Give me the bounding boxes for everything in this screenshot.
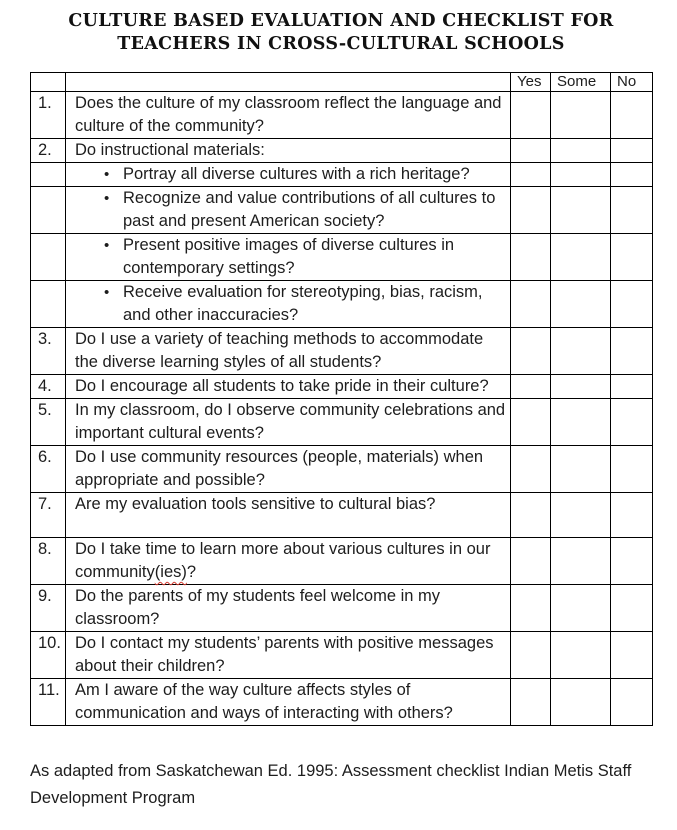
answer-cell-yes[interactable] xyxy=(511,328,551,375)
question-label: Do I encourage all students to take pride in their culture? xyxy=(75,377,489,395)
answer-cell-some[interactable] xyxy=(551,375,611,399)
item-number: 10. xyxy=(31,632,66,679)
answer-cell-no[interactable] xyxy=(611,234,653,281)
answer-cell-some[interactable] xyxy=(551,679,611,726)
answer-cell-no[interactable] xyxy=(611,375,653,399)
checklist-subitem-row xyxy=(31,187,653,234)
item-number: 6. xyxy=(31,446,66,493)
checklist-item-row xyxy=(31,328,653,375)
question-text xyxy=(66,187,511,234)
answer-cell-yes[interactable] xyxy=(511,632,551,679)
question-text xyxy=(66,328,511,375)
answer-cell-yes[interactable] xyxy=(511,585,551,632)
item-number: 7. xyxy=(31,493,66,538)
question-text xyxy=(66,375,511,399)
answer-cell-yes[interactable] xyxy=(511,446,551,493)
item-number: 9. xyxy=(31,585,66,632)
item-number xyxy=(31,187,66,234)
question-label: Am I aware of the way culture affects styles of communication and ways of interacting with others? xyxy=(75,681,453,722)
answer-cell-some[interactable] xyxy=(551,632,611,679)
question-text xyxy=(66,585,511,632)
answer-cell-no[interactable] xyxy=(611,493,653,538)
item-number: 4. xyxy=(31,375,66,399)
answer-cell-some[interactable] xyxy=(551,538,611,585)
checklist-item-row xyxy=(31,375,653,399)
question-label: Present positive images of diverse cultures in contemporary settings? xyxy=(123,236,455,277)
header-yes: Yes xyxy=(511,73,551,92)
question-text xyxy=(66,92,511,139)
question-text xyxy=(66,281,511,328)
checklist-item-row xyxy=(31,585,653,632)
answer-cell-no[interactable] xyxy=(611,187,653,234)
checklist-item-row xyxy=(31,399,653,446)
page-title xyxy=(30,10,652,56)
checklist-table xyxy=(30,72,653,726)
header-no: No xyxy=(611,73,653,92)
checklist-subitem-row xyxy=(31,281,653,328)
item-number xyxy=(31,163,66,187)
answer-cell-yes[interactable] xyxy=(511,493,551,538)
answer-cell-yes[interactable] xyxy=(511,375,551,399)
header-some: Some xyxy=(551,73,611,92)
item-number: 3. xyxy=(31,328,66,375)
question-text xyxy=(66,632,511,679)
answer-cell-some[interactable] xyxy=(551,163,611,187)
answer-cell-no[interactable] xyxy=(611,163,653,187)
question-text xyxy=(66,139,511,163)
answer-cell-no[interactable] xyxy=(611,328,653,375)
question-label: Do I use a variety of teaching methods to accommodate the diverse learning styles of all students? xyxy=(75,330,484,371)
question-text xyxy=(66,493,511,538)
bullet-icon: • xyxy=(104,166,110,183)
answer-cell-yes[interactable] xyxy=(511,281,551,328)
checklist-item-row xyxy=(31,679,653,726)
answer-cell-some[interactable] xyxy=(551,585,611,632)
answer-cell-some[interactable] xyxy=(551,139,611,163)
item-number xyxy=(31,281,66,328)
question-label: Receive evaluation for stereotyping, bias, racism, and other inaccuracies? xyxy=(123,283,483,324)
question-text xyxy=(66,234,511,281)
question-label: Do the parents of my students feel welcome in my classroom? xyxy=(75,587,440,628)
answer-cell-some[interactable] xyxy=(551,234,611,281)
bullet-icon: • xyxy=(104,190,110,207)
question-text xyxy=(66,538,511,585)
question-text xyxy=(66,163,511,187)
answer-cell-some[interactable] xyxy=(551,399,611,446)
question-label: Do instructional materials: xyxy=(75,141,265,159)
answer-cell-no[interactable] xyxy=(611,92,653,139)
spellcheck-underline: (ies) xyxy=(154,563,187,581)
answer-cell-yes[interactable] xyxy=(511,679,551,726)
question-label: Do I use community resources (people, materials) when appropriate and possible? xyxy=(75,448,484,489)
item-number: 8. xyxy=(31,538,66,585)
item-number xyxy=(31,234,66,281)
answer-cell-yes[interactable] xyxy=(511,139,551,163)
question-label: In my classroom, do I observe community celebrations and important cultural events? xyxy=(75,401,506,442)
checklist-item-row xyxy=(31,92,653,139)
answer-cell-no[interactable] xyxy=(611,446,653,493)
checklist-item-row xyxy=(31,139,653,163)
answer-cell-no[interactable] xyxy=(611,632,653,679)
question-label: Do I contact my students’ parents with positive messages about their children? xyxy=(75,634,494,675)
answer-cell-no[interactable] xyxy=(611,139,653,163)
question-label: Do I take time to learn more about various cultures in our community(ies)? xyxy=(75,540,491,581)
answer-cell-some[interactable] xyxy=(551,446,611,493)
answer-cell-no[interactable] xyxy=(611,281,653,328)
answer-cell-some[interactable] xyxy=(551,92,611,139)
question-text xyxy=(66,679,511,726)
answer-cell-yes[interactable] xyxy=(511,92,551,139)
answer-cell-no[interactable] xyxy=(611,585,653,632)
answer-cell-yes[interactable] xyxy=(511,187,551,234)
page-title-line1: CULTURE BASED EVALUATION AND CHECKLIST FOR xyxy=(68,11,614,31)
answer-cell-yes[interactable] xyxy=(511,399,551,446)
answer-cell-some[interactable] xyxy=(551,328,611,375)
header-number-cell xyxy=(31,73,66,92)
item-number: 5. xyxy=(31,399,66,446)
checklist-subitem-row xyxy=(31,163,653,187)
question-label: Does the culture of my classroom reflect the language and culture of the community? xyxy=(75,94,502,135)
answer-cell-no[interactable] xyxy=(611,399,653,446)
answer-cell-some[interactable] xyxy=(551,187,611,234)
question-label: Are my evaluation tools sensitive to cultural bias? xyxy=(75,495,436,513)
question-text xyxy=(66,446,511,493)
checklist-item-row xyxy=(31,493,653,538)
item-number: 1. xyxy=(31,92,66,139)
source-note: As adapted from Saskatchewan Ed. 1995: Assessment checklist Indian Metis Staff Development Program xyxy=(30,762,632,807)
question-label: Portray all diverse cultures with a rich heritage? xyxy=(123,165,470,183)
checklist-item-row xyxy=(31,446,653,493)
answer-cell-no[interactable] xyxy=(611,538,653,585)
header-row xyxy=(31,73,653,92)
page-title-line2: TEACHERS IN CROSS-CULTURAL SCHOOLS xyxy=(117,34,565,54)
bullet-icon: • xyxy=(104,237,110,254)
checklist-rows xyxy=(31,92,653,726)
checklist-item-row xyxy=(31,632,653,679)
answer-cell-yes[interactable] xyxy=(511,538,551,585)
header-question-cell xyxy=(66,73,511,92)
answer-cell-yes[interactable] xyxy=(511,163,551,187)
question-text xyxy=(66,399,511,446)
item-number: 11. xyxy=(31,679,66,726)
answer-cell-yes[interactable] xyxy=(511,234,551,281)
checklist-subitem-row xyxy=(31,234,653,281)
checklist-item-row xyxy=(31,538,653,585)
item-number: 2. xyxy=(31,139,66,163)
bullet-icon: • xyxy=(104,284,110,301)
question-label: Recognize and value contributions of all cultures to past and present American society? xyxy=(123,189,496,230)
answer-cell-some[interactable] xyxy=(551,281,611,328)
answer-cell-no[interactable] xyxy=(611,679,653,726)
answer-cell-some[interactable] xyxy=(551,493,611,538)
